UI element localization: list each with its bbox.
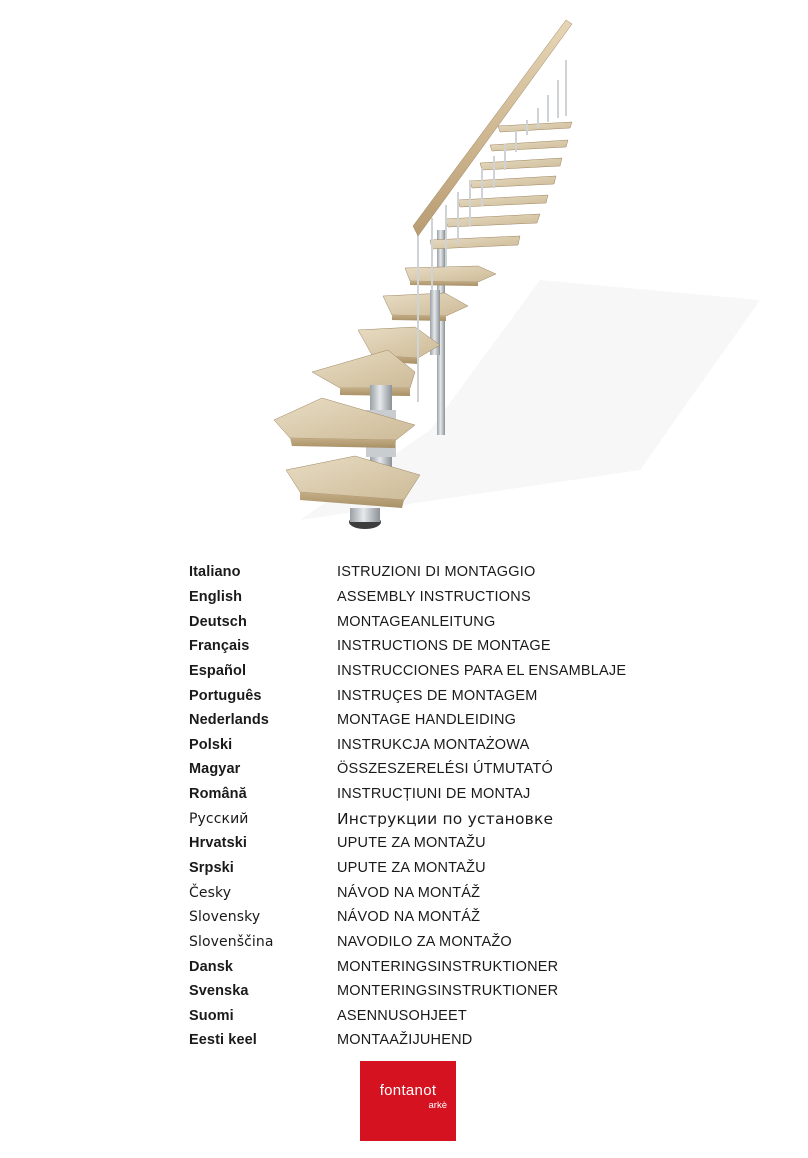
language-name: Slovensky <box>189 909 261 926</box>
language-name: Română <box>189 786 247 803</box>
language-row <box>189 683 749 708</box>
staircase-illustration <box>0 0 808 545</box>
language-name: Italiano <box>189 564 241 581</box>
instructions-title: MONTERINGSINSTRUKTIONER <box>337 983 559 1000</box>
language-row <box>189 880 749 905</box>
language-row <box>189 1004 749 1029</box>
brand-logo <box>360 1061 456 1141</box>
language-list <box>189 560 749 1053</box>
instructions-title: ASENNUSOHJEET <box>337 1007 467 1024</box>
language-row <box>189 757 749 782</box>
language-name: Deutsch <box>189 613 247 630</box>
language-row <box>189 1028 749 1053</box>
language-row <box>189 609 749 634</box>
instructions-title: NAVODILO ZA MONTAŽO <box>337 933 512 950</box>
language-row <box>189 905 749 930</box>
language-name: Français <box>189 638 250 655</box>
language-name: Magyar <box>189 761 241 778</box>
instructions-title: ISTRUZIONI DI MONTAGGIO <box>337 564 536 581</box>
instructions-title: Инструкции по установке <box>337 809 554 828</box>
language-row <box>189 585 749 610</box>
instructions-title: UPUTE ZA MONTAŽU <box>337 860 486 876</box>
instructions-title: UPUTE ZA MONTAŽU <box>337 835 486 852</box>
language-name: Polski <box>189 736 233 753</box>
instructions-title: INSTRUCCIONES PARA EL ENSAMBLAJE <box>337 662 627 679</box>
language-name: Español <box>189 662 247 679</box>
language-row <box>189 806 749 831</box>
language-name: Česky <box>189 884 232 901</box>
language-row <box>189 782 749 807</box>
language-name: Dansk <box>189 958 234 975</box>
language-row <box>189 856 749 881</box>
instructions-title: INSTRUCȚIUNI DE MONTAJ <box>337 786 531 803</box>
instructions-title: ÖSSZESZERELÉSI ÚTMUTATÓ <box>337 761 553 778</box>
language-row <box>189 560 749 585</box>
language-name: Nederlands <box>189 712 269 729</box>
instructions-title: MONTAAŽIJUHEND <box>337 1032 473 1049</box>
language-name: Русский <box>189 810 249 827</box>
instructions-title: MONTAGEANLEITUNG <box>337 613 496 630</box>
instructions-title: MONTAGE HANDLEIDING <box>337 712 517 729</box>
instructions-title: NÁVOD NA MONTÁŽ <box>337 884 481 901</box>
language-row <box>189 708 749 733</box>
language-row <box>189 930 749 955</box>
instructions-title: INSTRUÇES DE MONTAGEM <box>337 687 538 704</box>
language-row <box>189 954 749 979</box>
language-name: Hrvatski <box>189 835 248 852</box>
language-row <box>189 634 749 659</box>
instructions-title: INSTRUKCJA MONTAŻOWA <box>337 736 530 753</box>
language-name: Srpski <box>189 860 234 876</box>
language-row <box>189 732 749 757</box>
instructions-title: MONTERINGSINSTRUKTIONER <box>337 958 559 975</box>
middle-treads <box>312 266 496 396</box>
brand-name: fontanot <box>379 1082 437 1099</box>
language-row <box>189 979 749 1004</box>
language-row <box>189 659 749 684</box>
language-name: Svenska <box>189 983 249 1000</box>
instructions-title: INSTRUCTIONS DE MONTAGE <box>337 638 551 655</box>
language-name: Português <box>189 687 262 704</box>
instructions-title: NÁVOD NA MONTÁŽ <box>337 909 481 926</box>
brand-subname: arkè <box>428 1100 447 1111</box>
language-name: English <box>189 588 243 605</box>
instructions-title: ASSEMBLY INSTRUCTIONS <box>337 588 531 605</box>
language-name: Suomi <box>189 1007 234 1024</box>
language-name: Slovenščina <box>189 933 274 950</box>
language-name: Eesti keel <box>189 1032 257 1049</box>
language-row <box>189 831 749 856</box>
